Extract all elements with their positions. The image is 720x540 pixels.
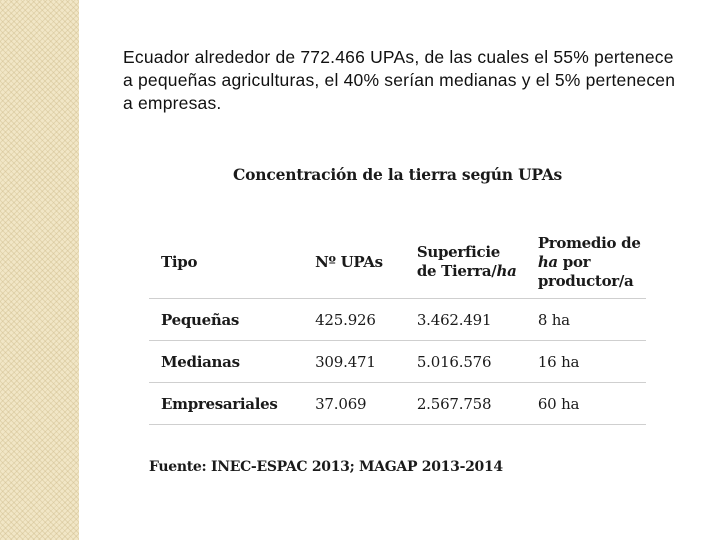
cell-upas: 37.069 xyxy=(303,383,405,425)
cell-promedio: 8 ha xyxy=(526,299,646,341)
table-source-note: Fuente: INEC-ESPAC 2013; MAGAP 2013-2014 xyxy=(149,459,503,475)
header-promedio-line3: productor/a xyxy=(537,271,634,290)
header-promedio xyxy=(526,226,646,299)
header-superficie-line2: de Tierra/ xyxy=(416,262,497,280)
intro-paragraph: Ecuador alrededor de 772.466 UPAs, de las cuales el 55% pertenece a pequeñas agriculturas, el 40% serían medianas y el 5% pertenecen a empresas. xyxy=(123,47,676,113)
table-row xyxy=(149,383,646,425)
cell-superficie: 5.016.576 xyxy=(405,341,526,383)
cell-tipo: Medianas xyxy=(149,341,303,383)
table-header-row xyxy=(149,226,646,299)
cell-promedio: 60 ha xyxy=(526,383,646,425)
cell-tipo: Pequeñas xyxy=(149,299,303,341)
header-promedio-line1: Promedio de xyxy=(537,233,641,252)
upa-concentration-table xyxy=(149,226,646,425)
cell-tipo: Empresariales xyxy=(149,383,303,425)
table-row xyxy=(149,341,646,383)
header-superficie xyxy=(405,226,526,299)
header-superficie-unit: ha xyxy=(496,262,517,280)
table-row xyxy=(149,299,646,341)
cell-upas: 309.471 xyxy=(303,341,405,383)
cell-upas: 425.926 xyxy=(303,299,405,341)
header-promedio-unit: ha xyxy=(537,252,558,271)
header-superficie-line1: Superficie xyxy=(416,243,501,261)
header-promedio-line2: por xyxy=(557,252,591,271)
cell-superficie: 2.567.758 xyxy=(405,383,526,425)
table-title: Concentración de la tierra según UPAs xyxy=(233,165,563,184)
cell-promedio: 16 ha xyxy=(526,341,646,383)
cell-superficie: 3.462.491 xyxy=(405,299,526,341)
decorative-side-strip xyxy=(0,0,79,540)
header-upas: Nº UPAs xyxy=(303,226,405,299)
header-tipo: Tipo xyxy=(149,226,303,299)
